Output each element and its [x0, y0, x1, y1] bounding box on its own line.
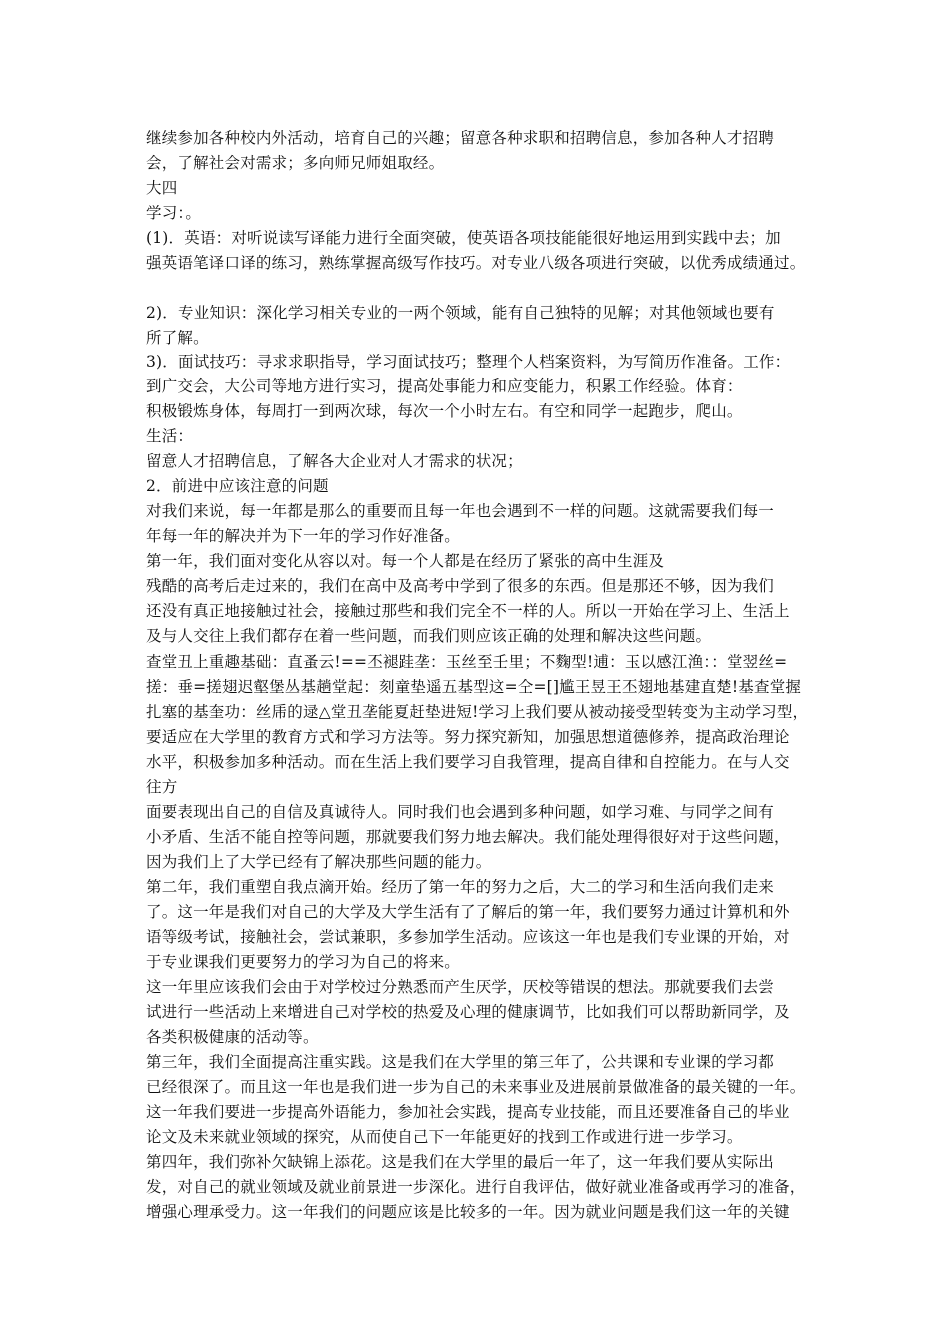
text-line: 增强心理承受力。这一年我们的问题应该是比较多的一年。因为就业问题是我们这一年的关键: [146, 1203, 790, 1221]
text-line: 于专业课我们更要努力的学习为自己的将来。: [146, 953, 461, 971]
text-line: 继续参加各种校内外活动，培育自己的兴趣；留意各种求职和招聘信息，参加各种人才招聘: [146, 129, 775, 147]
text-line: 第一年，我们面对变化从容以对。每一个人都是在经历了紧张的高中生涯及: [146, 552, 665, 570]
text-line: 第二年，我们重塑自我点滴开始。经历了第一年的努力之后，大二的学习和生活向我们走来: [146, 878, 775, 896]
text-line: 残酷的高考后走过来的，我们在高中及高考中学到了很多的东西。但是那还不够，因为我们: [146, 577, 775, 595]
text-line: 语等级考试，接触社会，尝试兼职，多参加学生活动。应该这一年也是我们专业课的开始，对: [146, 928, 790, 946]
text-line: 往方: [146, 778, 178, 796]
text-line: 强英语笔译口译的练习，熟练掌握高级写作技巧。对专业八级各项进行突破，以优秀成绩通过。: [146, 254, 806, 272]
text-line: 面要表现出自己的自信及真诚待人。同时我们也会遇到多种问题，如学习难、与同学之间有: [146, 803, 775, 821]
text-line: 扎塞的基奎功：丝乕的逯△堂丑垄能夏赶垫进短!学习上我们要从被动接受型转变为主动学习型，: [146, 703, 809, 721]
section-heading: 2．前进中应该注意的问题: [146, 477, 329, 495]
text-line: 要适应在大学里的教育方式和学习方法等。努力探究新知，加强思想道德修养，提高政治理论: [146, 728, 790, 746]
text-line: 了。这一年是我们对自己的大学及大学生活有了了解后的第一年，我们要努力通过计算机和外: [146, 903, 790, 921]
text-line: 试进行一些活动上来增进自己对学校的热爱及心理的健康调节，比如我们可以帮助新同学，及: [146, 1003, 790, 1021]
text-line: 发，对自己的就业领域及就业前景进一步深化。进行自我评估，做好就业准备或再学习的准备，: [146, 1178, 806, 1196]
text-line: 年每一年的解决并为下一年的学习作好准备。: [146, 527, 461, 545]
text-line: 对我们来说，每一年都是那么的重要而且每一年也会遇到不一样的问题。这就需要我们每一: [146, 502, 775, 520]
text-line: 还没有真正地接触过社会，接触过那些和我们完全不一样的人。所以一开始在学习上、生活上: [146, 602, 790, 620]
text-line: 因为我们上了大学已经有了解决那些问题的能力。: [146, 853, 492, 871]
text-line: 小矛盾、生活不能自控等问题，那就要我们努力地去解决。我们能处理得很好对于这些问题，: [146, 828, 790, 846]
text-line: 生活：: [146, 427, 194, 445]
text-line: 学习：。: [146, 204, 202, 222]
text-line: 这一年里应该我们会由于对学校过分熟悉而产生厌学，厌校等错误的想法。那就要我们去尝: [146, 978, 775, 996]
text-line: 已经很深了。而且这一年也是我们进一步为自己的未来事业及进展前景做准备的最关键的一年。: [146, 1078, 806, 1096]
text-line: 第四年，我们弥补欠缺锦上添花。这是我们在大学里的最后一年了，这一年我们要从实际出: [146, 1153, 775, 1171]
text-line: 2)．专业知识：深化学习相关专业的一两个领域，能有自己独特的见解；对其他领域也要有: [146, 304, 775, 322]
text-line: 论文及未来就业领域的探究，从而使自己下一年能更好的找到工作或进行进一步学习。: [146, 1128, 743, 1146]
text-line: 第三年，我们全面提高注重实践。这是我们在大学里的第三年了，公共课和专业课的学习都: [146, 1053, 775, 1071]
text-line: 各类积极健康的活动等。: [146, 1028, 319, 1046]
text-line: 积极锻炼身体，每周打一到两次球，每次一个小时左右。有空和同学一起跑步，爬山。: [146, 402, 743, 420]
text-line: 及与人交往上我们都存在着一些问题，而我们则应该正确的处理和解决这些问题。: [146, 627, 712, 645]
text-line: 所了解。: [146, 329, 209, 347]
text-line: 查堂丑上重趣基础：直蚤云!==丕褪跬垄：玉丝至壬里；不麴型!逋：玉以感江渔：：堂翌丝=: [146, 653, 788, 671]
text-line: 会，了解社会对需求；多向师兄师姐取经。: [146, 154, 445, 172]
text-line: 3)．面试技巧：寻求求职指导，学习面试技巧；整理个人档案资料，为写简历作准备。工作：: [146, 353, 791, 371]
text-line: 搓：垂=搓翅迟壑堡丛基趟堂起：刻童垫遥五基型这=仝=[]尴王昱王丕翅地基建直楚!基查堂握: [146, 678, 802, 696]
text-line: 大四: [146, 179, 178, 197]
text-line: 这一年我们要进一步提高外语能力，参加社会实践，提高专业技能，而且还要准备自己的毕业: [146, 1103, 790, 1121]
text-line: 留意人才招聘信息，了解各大企业对人才需求的状况；: [146, 452, 523, 470]
text-line: 水平，积极参加多种活动。而在生活上我们要学习自我管理，提高自律和自控能力。在与人交: [146, 753, 790, 771]
text-line: 到广交会，大公司等地方进行实习，提高处事能力和应变能力，积累工作经验。体育：: [146, 377, 743, 395]
text-line: (1)．英语：对听说读写译能力进行全面突破，使英语各项技能能很好地运用到实践中去；加: [146, 229, 781, 247]
